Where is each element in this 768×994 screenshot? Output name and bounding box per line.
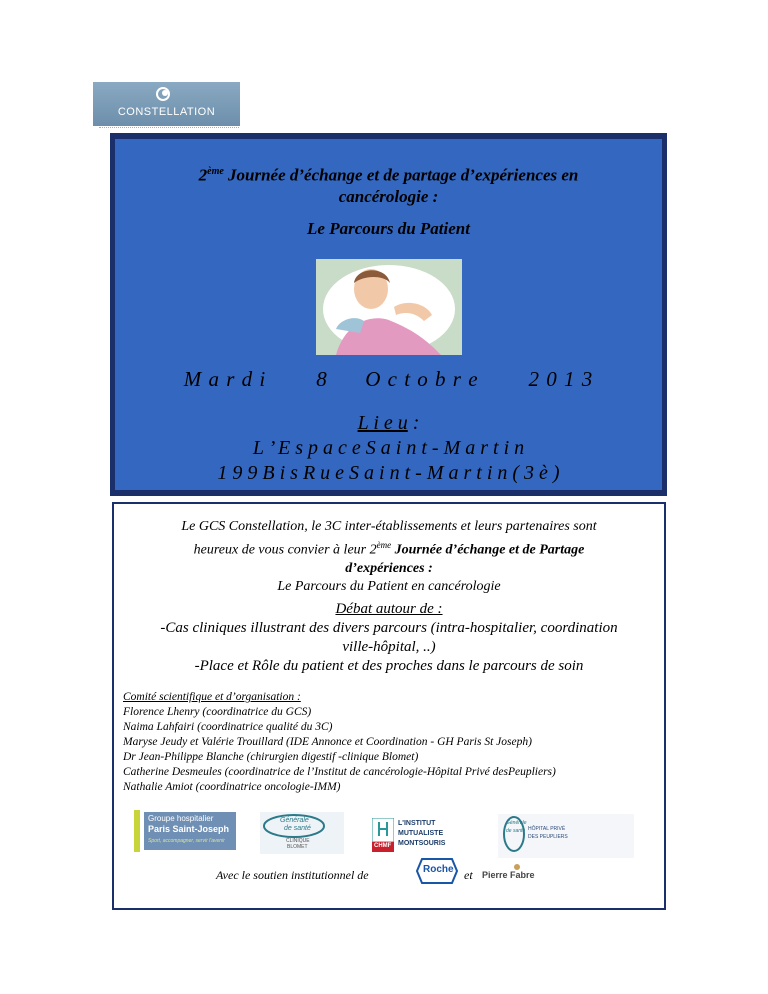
invitation-sup: ème (376, 540, 392, 550)
logo-name: CONSTELLATION (117, 106, 216, 118)
hopital-prive-des-peupliers-logo (498, 814, 634, 858)
blomet-line2: de santé (284, 825, 311, 832)
invitation-line2: heureux de vous convier à leur 2 (193, 542, 377, 558)
invitation-line1: Le GCS Constellation, le 3C inter-établissements et leurs partenaires sont (181, 519, 597, 534)
gh-paris-saint-joseph-logo (134, 810, 238, 852)
blomet-line1: Générale (280, 817, 309, 824)
roche-label: Roche (423, 864, 454, 875)
location-colon: : (407, 412, 420, 434)
gh-line3: Sport, accompagner, servir l'avenir (148, 838, 225, 844)
patient-illustration (316, 259, 462, 355)
gh-line1: Groupe hospitalier (148, 814, 214, 823)
peupliers-line3: HÔPITAL PRIVÉ (528, 826, 566, 832)
event-title-line2: cancérologie : (338, 186, 439, 206)
location-address: 1 9 9 B i s R u e S a i n t - M a r t i n ( 3 è ) (217, 462, 560, 484)
event-subtitle: Le Parcours du Patient (307, 219, 470, 238)
location-label: L i e u (357, 412, 408, 434)
event-title-sup: ème (207, 166, 224, 177)
institut-mutualiste-montsouris-logo (372, 818, 468, 854)
gh-logo-icon (134, 810, 144, 852)
header-panel (115, 139, 662, 490)
invitation-line2-bold: Journée d’échange et de Partage (391, 542, 585, 558)
gh-line2: Paris Saint-Joseph (148, 824, 230, 834)
date-day: M a r d i (183, 367, 267, 391)
debate-line1: -Cas cliniques illustrant des divers parcours (intra-hospitalier, coordination (160, 620, 618, 636)
committee-member: Catherine Desmeules (coordinatrice de l’Institut de cancérologie-Hôpital Privé desPeupliers) (123, 766, 556, 778)
imm-line2: MUTUALISTE (398, 830, 444, 837)
peupliers-line1: Générale (506, 820, 527, 826)
clinique-blomet-logo (260, 812, 344, 854)
blomet-line4: BLOMET (287, 844, 308, 850)
committee-member: Dr Jean-Philippe Blanche (chirurgien digestif -clinique Blomet) (123, 751, 419, 763)
event-title (115, 161, 662, 207)
debate-line2: ville-hôpital, ..) (342, 639, 436, 655)
date-number: 8 (316, 367, 328, 391)
committee-member: Florence Lhenry (coordinatrice du GCS) (123, 706, 312, 718)
peupliers-line2: de santé (506, 828, 526, 834)
committee-member: Maryse Jeudy et Valérie Trouillard (IDE Annonce et Coordination - GH Paris St Joseph) (123, 736, 532, 748)
invitation-line4: Le Parcours du Patient en cancérologie (277, 578, 501, 594)
invitation-line3: d’expériences : (345, 560, 433, 576)
content-frame (112, 502, 666, 910)
location-place: L ’ E s p a c e S a i n t - M a r t i n (252, 437, 525, 459)
event-title-line1: Journée d’échange et de partage d’expériences en (228, 165, 579, 185)
invitation-text (114, 518, 664, 596)
committee-section (123, 690, 663, 795)
date-month: O c t o b r e (365, 367, 479, 391)
blomet-line3: CLINIQUE (286, 838, 310, 844)
pierre-fabre-logo (482, 864, 552, 882)
constellation-logo (93, 82, 240, 126)
peupliers-line4: DES PEUPLIERS (528, 834, 568, 840)
committee-member: Naima Lahfairi (coordinatrice qualité du 3C) (123, 721, 333, 733)
support-text: Avec le soutien institutionnel de (216, 868, 369, 882)
event-title-number: 2 (198, 165, 208, 185)
debate-section (114, 600, 664, 676)
imm-line1: L'INSTITUT (398, 820, 436, 827)
support-and: et (464, 868, 473, 882)
imm-badge: CHMF (374, 843, 392, 849)
partner-logos (114, 810, 664, 860)
pierre-fabre-label: Pierre Fabre (482, 870, 535, 880)
imm-line3: MONTSOURIS (398, 840, 446, 847)
event-location (115, 411, 662, 486)
committee-title: Comité scientifique et d’organisation : (123, 691, 301, 703)
debate-line3: -Place et Rôle du patient et des proches dans le parcours de soin (194, 658, 584, 674)
constellation-logo-icon (153, 86, 173, 102)
event-date (115, 367, 662, 392)
debate-title: Débat autour de : (335, 601, 443, 617)
logo-divider (99, 127, 239, 131)
committee-member: Nathalie Amiot (coordinatrice oncologie-IMM) (123, 781, 341, 793)
date-year: 2 0 1 3 (528, 367, 594, 391)
